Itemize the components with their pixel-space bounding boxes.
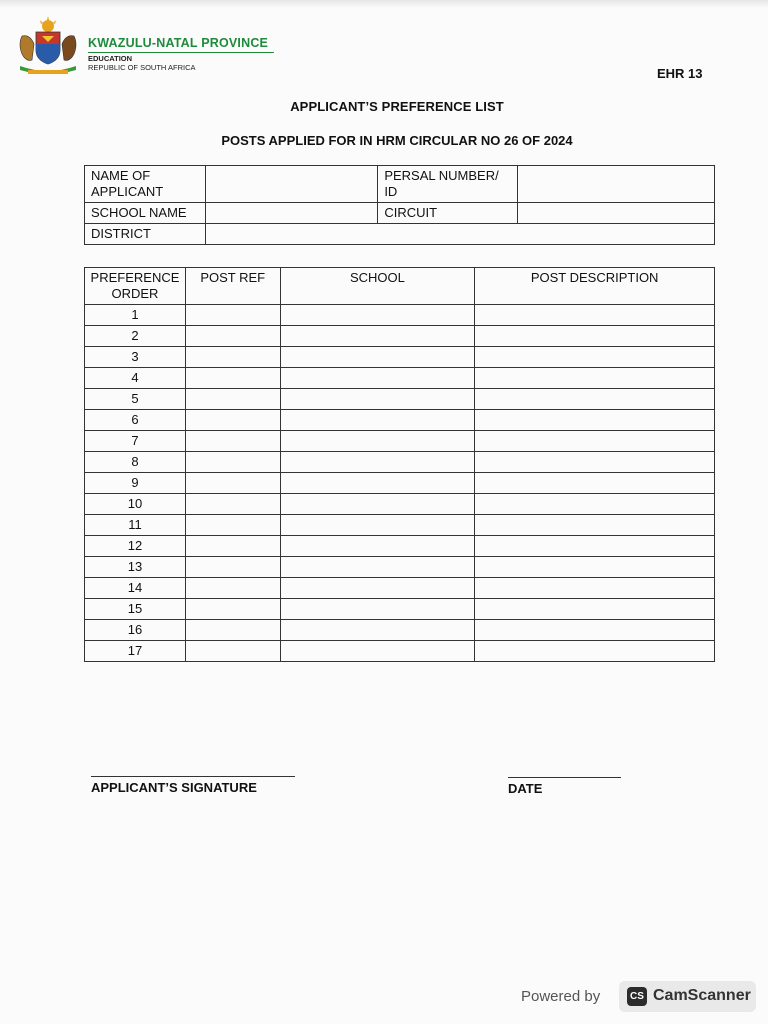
post-description-cell[interactable] — [475, 431, 715, 452]
school-cell[interactable] — [280, 368, 475, 389]
preference-order-cell: 8 — [85, 452, 186, 473]
post-description-cell[interactable] — [475, 515, 715, 536]
preference-row — [85, 452, 715, 473]
column-header-post-ref: POST REF — [185, 268, 280, 305]
preference-order-cell: 10 — [85, 494, 186, 515]
school-cell[interactable] — [280, 620, 475, 641]
preference-order-cell: 3 — [85, 347, 186, 368]
preference-row — [85, 599, 715, 620]
post-ref-cell[interactable] — [185, 452, 280, 473]
post-ref-cell[interactable] — [185, 326, 280, 347]
post-description-cell[interactable] — [475, 641, 715, 662]
post-description-cell[interactable] — [475, 473, 715, 494]
preference-order-cell: 12 — [85, 536, 186, 557]
column-header-preference-order: PREFERENCE ORDER — [85, 268, 186, 305]
district-field[interactable] — [205, 224, 714, 245]
post-description-cell[interactable] — [475, 389, 715, 410]
post-description-cell[interactable] — [475, 494, 715, 515]
preference-order-cell: 11 — [85, 515, 186, 536]
preference-table-body — [85, 305, 715, 662]
letterhead-divider — [88, 52, 274, 53]
preference-row — [85, 473, 715, 494]
preference-order-cell: 14 — [85, 578, 186, 599]
preference-table — [84, 267, 715, 662]
post-ref-cell[interactable] — [185, 536, 280, 557]
preference-row — [85, 494, 715, 515]
preference-row — [85, 368, 715, 389]
persal-label: PERSAL NUMBER/ ID — [378, 166, 518, 203]
preference-table-header — [85, 268, 715, 305]
preference-row — [85, 620, 715, 641]
signature-line — [91, 776, 295, 777]
document-subtitle: POSTS APPLIED FOR IN HRM CIRCULAR NO 26 OF 2024 — [221, 133, 573, 148]
post-description-cell[interactable] — [475, 536, 715, 557]
signature-label: APPLICANT’S SIGNATURE — [91, 780, 257, 795]
preference-order-cell: 4 — [85, 368, 186, 389]
preference-order-cell: 16 — [85, 620, 186, 641]
post-description-cell[interactable] — [475, 599, 715, 620]
applicant-info-row — [85, 203, 715, 224]
preference-row — [85, 431, 715, 452]
preference-row — [85, 389, 715, 410]
preference-order-cell: 6 — [85, 410, 186, 431]
applicant-info-row — [85, 166, 715, 203]
department-name: EDUCATION — [88, 54, 133, 63]
camscanner-badge — [619, 981, 756, 1012]
letterhead-logo — [12, 14, 274, 80]
school-cell[interactable] — [280, 326, 475, 347]
school-cell[interactable] — [280, 431, 475, 452]
preference-order-cell: 17 — [85, 641, 186, 662]
school-cell[interactable] — [280, 389, 475, 410]
school-cell[interactable] — [280, 557, 475, 578]
preference-order-cell: 5 — [85, 389, 186, 410]
post-ref-cell[interactable] — [185, 557, 280, 578]
school-name-label: SCHOOL NAME — [85, 203, 206, 224]
post-ref-cell[interactable] — [185, 389, 280, 410]
powered-by-text: Powered by — [521, 988, 601, 1005]
circuit-field[interactable] — [518, 203, 715, 224]
school-cell[interactable] — [280, 494, 475, 515]
school-cell[interactable] — [280, 473, 475, 494]
circuit-label: CIRCUIT — [378, 203, 518, 224]
post-ref-cell[interactable] — [185, 578, 280, 599]
post-ref-cell[interactable] — [185, 305, 280, 326]
date-label: DATE — [508, 781, 543, 796]
applicant-info-row — [85, 224, 715, 245]
school-cell[interactable] — [280, 536, 475, 557]
post-ref-cell[interactable] — [185, 431, 280, 452]
post-ref-cell[interactable] — [185, 347, 280, 368]
post-ref-cell[interactable] — [185, 473, 280, 494]
post-description-cell[interactable] — [475, 368, 715, 389]
preference-order-cell: 2 — [85, 326, 186, 347]
post-ref-cell[interactable] — [185, 494, 280, 515]
school-cell[interactable] — [280, 641, 475, 662]
camscanner-logo-icon: CS — [627, 987, 647, 1006]
post-description-cell[interactable] — [475, 305, 715, 326]
post-ref-cell[interactable] — [185, 599, 280, 620]
column-header-school: SCHOOL — [280, 268, 475, 305]
camscanner-brand: CamScanner — [653, 987, 751, 1004]
post-ref-cell[interactable] — [185, 620, 280, 641]
post-ref-cell[interactable] — [185, 641, 280, 662]
school-cell[interactable] — [280, 347, 475, 368]
preference-order-cell: 7 — [85, 431, 186, 452]
persal-field[interactable] — [518, 166, 715, 203]
kzn-coat-of-arms-icon — [14, 14, 82, 78]
preference-row — [85, 410, 715, 431]
post-description-cell[interactable] — [475, 452, 715, 473]
preference-row — [85, 557, 715, 578]
province-name: KWAZULU-NATAL PROVINCE — [88, 36, 269, 50]
school-cell[interactable] — [280, 410, 475, 431]
post-description-cell[interactable] — [475, 326, 715, 347]
preference-row — [85, 515, 715, 536]
post-description-cell[interactable] — [475, 557, 715, 578]
preference-order-cell: 9 — [85, 473, 186, 494]
post-description-cell[interactable] — [475, 347, 715, 368]
preference-row — [85, 305, 715, 326]
preference-row — [85, 347, 715, 368]
post-ref-cell[interactable] — [185, 515, 280, 536]
date-line — [508, 777, 621, 778]
school-cell[interactable] — [280, 305, 475, 326]
preference-order-cell: 15 — [85, 599, 186, 620]
post-ref-cell[interactable] — [185, 368, 280, 389]
preference-row — [85, 641, 715, 662]
post-ref-cell[interactable] — [185, 410, 280, 431]
preference-order-cell: 13 — [85, 557, 186, 578]
post-description-cell[interactable] — [475, 620, 715, 641]
post-description-cell[interactable] — [475, 410, 715, 431]
document-title: APPLICANT’S PREFERENCE LIST — [290, 99, 504, 114]
school-cell[interactable] — [280, 515, 475, 536]
name-label: NAME OF APPLICANT — [85, 166, 206, 203]
school-cell[interactable] — [280, 452, 475, 473]
name-field[interactable] — [205, 166, 377, 203]
school-name-field[interactable] — [205, 203, 377, 224]
school-cell[interactable] — [280, 599, 475, 620]
school-cell[interactable] — [280, 578, 475, 599]
scan-edge-shadow — [0, 0, 768, 8]
form-code: EHR 13 — [657, 66, 703, 81]
post-description-cell[interactable] — [475, 578, 715, 599]
applicant-info-table — [84, 165, 715, 245]
preference-row — [85, 578, 715, 599]
preference-row — [85, 326, 715, 347]
preference-row — [85, 536, 715, 557]
district-label: DISTRICT — [85, 224, 206, 245]
country-name: REPUBLIC OF SOUTH AFRICA — [88, 63, 196, 72]
preference-order-cell: 1 — [85, 305, 186, 326]
column-header-post-description: POST DESCRIPTION — [475, 268, 715, 305]
